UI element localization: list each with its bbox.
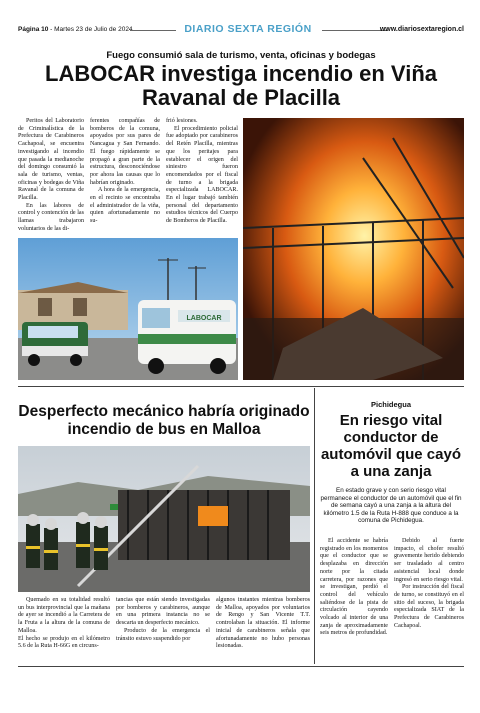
story3-headline[interactable]: En riesgo vital conductor de automóvil que cayó a una zanja: [320, 412, 462, 480]
paragraph: algunos instantes mientras bomberos de Malloa, apoyados por voluntarios de Rengo y San Vicente T.T. controlaban la situación. El informe inicial de carabineros señala que afortunadamente no hubo personas lesionadas.: [216, 597, 310, 650]
story1-headline[interactable]: LABOCAR investiga incendio en Viña Ravanal de Placilla: [45, 61, 437, 110]
story2-column-2: [116, 597, 210, 643]
paragraph: Producto de la emergencia el tránsito estuvo suspendido por: [116, 627, 210, 642]
paragraph: A hora de la emergencia, en el recinto se encontraba el administrador de la viña, quien afortunadamente no su-: [90, 187, 160, 225]
story2-headline[interactable]: Desperfecto mecánico habría originado incendio de bus en Malloa: [18, 403, 310, 438]
section-divider: [18, 386, 464, 387]
van-labocar-text: LABOCAR: [186, 315, 222, 322]
photo-labocar-vehicle: [18, 238, 238, 380]
column-divider: [314, 388, 315, 664]
photo-vineyard-fire: [243, 118, 464, 380]
paragraph: Quemado en su totalidad resultó un bus interprovincial que la mañana de ayer se incendió a la Carretera de la Fruta a la altura de la comuna de Malloa.: [18, 597, 110, 634]
paragraph: Peritos del Laboratorio de Criminalística de la Prefectura de Carabineros Cachapoal, se encuentra investigando al incendio que pasada la medianoche del domingo consumió la sala de turismo, ventas, oficinas y bodegas de Viña Ravanal de la comuna de Placilla.: [18, 118, 84, 202]
story1-column-1: [18, 118, 84, 234]
paragraph: El procedimiento policial fue adoptado por carabineros del Retén Placilla, mientras que los peritajes para establecer el origen del siniestro fueron encomendados por el fiscal de turno a la brigada especializada LABOCAR. En el lugar trabajó también personal del departamento estudios técnicos del Cuerpo de Bomberos de Placilla.: [166, 125, 238, 225]
header-rule: [130, 30, 176, 31]
page-header: [18, 22, 464, 38]
story3-column-2: [394, 538, 464, 630]
paragraph: El hecho se produjo en el kilómetro 5.6 de la Ruta H-66G en circuns-: [18, 635, 110, 650]
issue-date: - Martes 23 de Julio de 2024: [48, 26, 133, 33]
story1-column-2: [90, 118, 160, 226]
story3-lead: En estado grave y con serio riesgo vital permanece el conductor de un automóvil que el fin de semana cayó a una zanja a la altura del kilómetro 1.5 de la Ruta H-888 que conduce a la comuna de Pichidegua.: [320, 487, 462, 525]
story2-column-3: [216, 597, 310, 651]
page-info: [18, 26, 133, 33]
photo-bus-fire: [18, 446, 310, 592]
paragraph: ferentes compañías de bomberos de la comuna, apoyados por sus pares de Nancagua y San Fernando. El fuego rápidamente se propagó a gran parte de la estructura, desconociéndose por ahora las causas que lo habrían originado.: [90, 118, 160, 186]
story3-kicker: Pichidegua: [370, 400, 411, 409]
paragraph: Debido al fuerte impacto, el chofer resultó gravemente herido debiendo ser trasladado al centro asistencial local donde ingresó en serio riesgo vital.: [394, 538, 464, 583]
story2-column-1: [18, 597, 110, 651]
paragraph: frió lesiones.: [166, 118, 198, 124]
masthead-brand[interactable]: DIARIO SEXTA REGIÓN: [184, 23, 312, 35]
page-number: Página 10: [18, 26, 49, 33]
story3-column-1: [320, 538, 388, 638]
paragraph: tancias que están siendo investigadas por bomberos y carabineros, aunque en una primera instancia no se descarta un desperfecto mecánico.: [116, 597, 210, 627]
paragraph: Por instrucción del fiscal de turno, se constituyó en el sitio del suceso, la brigada especializada SIAT de la Prefectura de Carabineros Cachapoal.: [394, 584, 464, 629]
story1-kicker: Fuego consumió sala de turismo, venta, oficinas y bodegas: [106, 50, 376, 61]
site-url-link[interactable]: www.diariosextaregion.cl: [379, 26, 464, 33]
story1-column-3: [166, 118, 238, 226]
paragraph: En las labores de control y contención de las llamas trabajaron voluntarios de las di-: [18, 202, 84, 232]
header-rule: [322, 30, 388, 31]
paragraph: El accidente se habría registrado en los momentos que el conductor que se desplazaba en dirección norte por la citada carretera, por razones que se investigan, perdió el control del vehículo saliéndose de la pista de circulación cayendo volcado al interior de una zanja de aproximadamente seis metros de profundidad.: [320, 538, 388, 637]
page-bottom-rule: [18, 666, 464, 667]
